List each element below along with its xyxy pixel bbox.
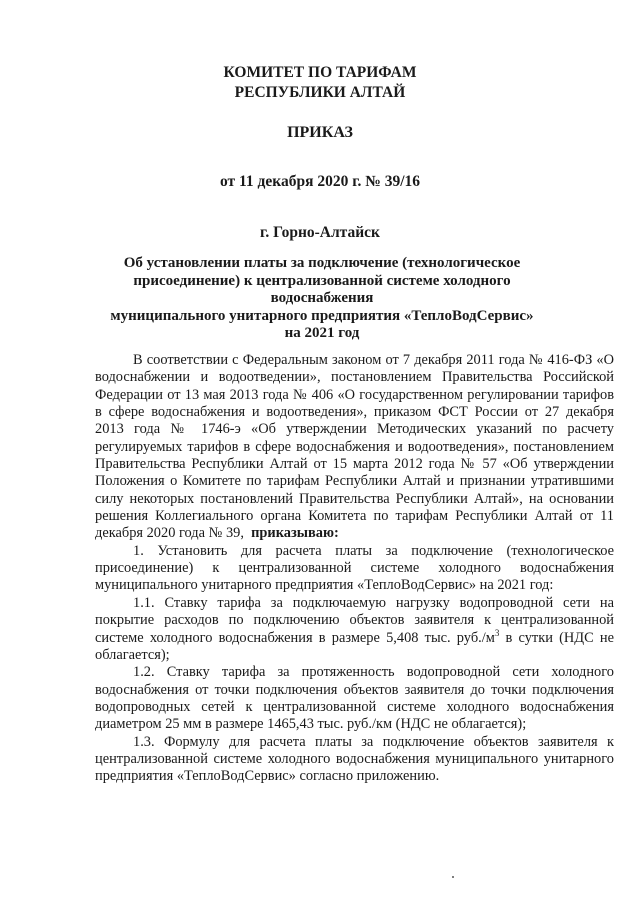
committee-heading bbox=[0, 63, 640, 103]
date-number-line: от 11 декабря 2020 г. № 39/16 bbox=[219, 173, 421, 190]
scan-speck bbox=[452, 876, 454, 878]
subject-line-3: муниципального унитарного предприятия «ТеплоВодСервис» bbox=[110, 307, 534, 324]
item-1-3-text: 1.3. Формулу для расчета платы за подключение объектов заявителя к централизованной системе холодного водоснабжения муниципального унитарного предприятия «ТеплоВодСервис» согласно приложению. bbox=[95, 733, 614, 785]
preamble-text: В соответствии с Федеральным законом от 7 декабря 2011 года № 416-ФЗ «О водоснабжении и водоотведении», постановлением Правительства Российской Федерации от 13 мая 2013 года № 406 «О государственном регулировании тарифов в сфере водоснабжения и водоотведения», приказом ФСТ России от 27 декабря 2013 года № 1746-э «Об утверждении Методических указаний по расчету регулируемых тарифов в сфере водоснабжения и водоотведения», постановлением Правительства Республики Алтай от 15 марта 2012 года № 57 «Об утверждении Положения о Комитете по тарифам Республики Алтай и признании утратившими силу некоторых постановлений Правительства Республики Алтай», на основании решения Коллегиального органа Комитета по тарифам Республики Алтай от 11 декабря 2020 года № 39, bbox=[95, 352, 614, 542]
document-body bbox=[95, 352, 614, 786]
committee-line-2: РЕСПУБЛИКИ АЛТАЙ bbox=[234, 84, 406, 101]
item-1-3-paragraph bbox=[95, 734, 614, 786]
subject-line-1: Об установлении платы за подключение (технологическое bbox=[123, 255, 521, 271]
city-line: г. Горно-Алтайск bbox=[260, 224, 380, 241]
item-1-2-text: 1.2. Ставку тарифа за протяженность водопроводной сети холодного водоснабжения от точки подключения объектов заявителя до точки подключения водопроводных сетей к централизованной системе холодного водоснабжения диаметром 25 мм в размере 1465,43 тыс. руб./км (НДС не облагается); bbox=[95, 664, 614, 733]
subject-heading bbox=[110, 255, 534, 343]
preamble-paragraph bbox=[95, 352, 614, 543]
item-1-1-text: 1.1. Ставку тарифа за подключаемую нагрузку водопроводной сети на покрытие расходов по подключению объектов заявителя к централизованной системе холодного водоснабжения в размере 5,408 тыс. руб./м bbox=[95, 594, 614, 646]
subject-line-4: на 2021 год bbox=[284, 325, 360, 341]
item-1-text: 1. Установить для расчета платы за подключение (технологическое присоединение) к централизованной системе холодного водоснабжения муниципального унитарного предприятия «ТеплоВодСервис» на 2021 год: bbox=[95, 542, 614, 594]
doc-type-title: ПРИКАЗ bbox=[287, 124, 353, 141]
item-1-paragraph bbox=[95, 543, 614, 595]
item-1-2-paragraph bbox=[95, 664, 614, 733]
cubic-superscript: 3 bbox=[494, 627, 500, 638]
item-1-1-tail: в сутки (НДС не облагается); bbox=[95, 629, 614, 663]
item-1-1-paragraph bbox=[95, 595, 614, 664]
subject-line-2: присоединение) к централизованной системе холодного водоснабжения bbox=[133, 272, 511, 306]
orders-word: приказываю: bbox=[251, 525, 339, 542]
committee-line-1: КОМИТЕТ ПО ТАРИФАМ bbox=[223, 64, 417, 81]
